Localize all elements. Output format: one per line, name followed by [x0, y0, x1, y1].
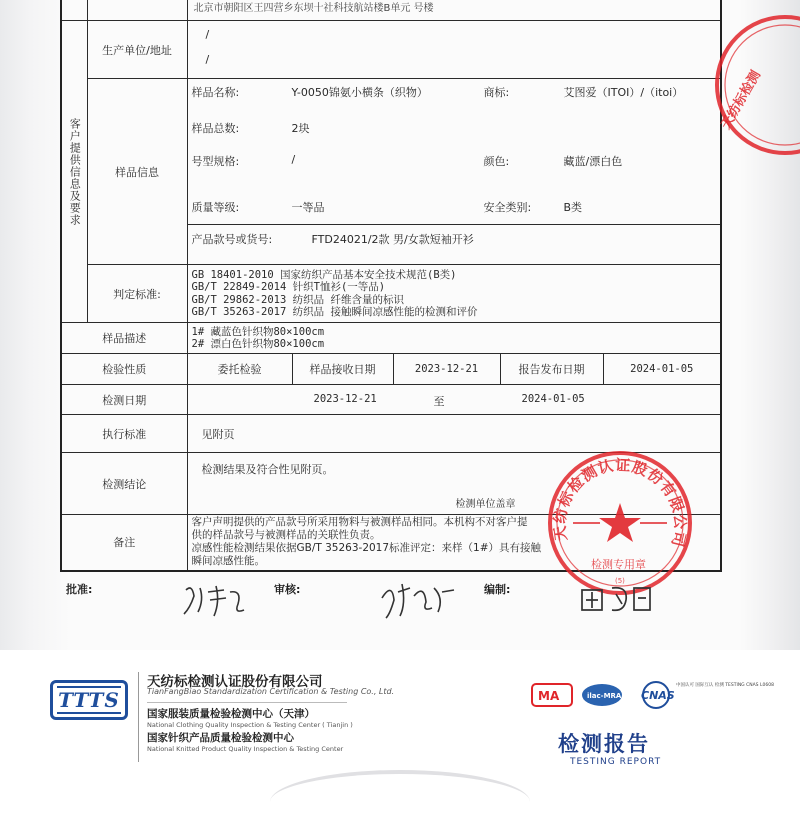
producer-label: 生产单位/地址 [87, 21, 187, 79]
client-section-vertical-label: 客户提供信息及要求 [61, 21, 87, 323]
inspection-nature-value: 委托检验 [188, 354, 293, 384]
style-row [187, 225, 721, 265]
producer-line2: / [205, 53, 210, 66]
test-date-from: 2023-12-21 [313, 393, 377, 405]
model-label: 号型规格: [191, 154, 240, 168]
brand-label: 商标: [483, 86, 510, 99]
sample-desc-line: 1# 藏蓝色针织物80×100cm [191, 325, 325, 338]
compile-signature [576, 580, 656, 618]
color-value: 藏蓝/漂白色 [563, 154, 623, 168]
signature-row [60, 578, 720, 618]
report-date-label: 报告发布日期 [501, 354, 604, 384]
style-label: 产品款号或货号: [191, 233, 273, 246]
test-date-to: 2024-01-05 [521, 393, 585, 405]
review-label: 审核: [274, 583, 301, 596]
sample-name-row [187, 79, 721, 114]
official-stamp-main [545, 448, 695, 598]
color-label: 颜色: [483, 154, 510, 168]
inspection-row [187, 354, 721, 385]
producer-line1: / [205, 28, 210, 41]
exec-standard-label: 执行标准 [61, 415, 187, 453]
model-row [187, 149, 721, 189]
judgement-label: 判定标准: [87, 265, 187, 323]
cut-row-label [87, 0, 187, 21]
remarks-line: 供的样品款号与被测样品的关联性负责。 [191, 529, 381, 542]
company-name-cn: 天纺标检测认证股份有限公司 [147, 674, 323, 690]
safety-label: 安全类别: [483, 200, 532, 214]
seal-note: 检测单位盖章 [455, 499, 516, 510]
sample-desc-line: 2# 漂白色针织物80×100cm [191, 338, 325, 350]
report-subtitle: TESTING REPORT [570, 757, 662, 767]
sample-count-label: 样品总数: [191, 121, 240, 135]
standard-line: GB/T 29862-2013 纺织品 纤维含量的标识 [191, 293, 404, 306]
style-value: FTD24021/2款 男/女款短袖开衫 [311, 233, 474, 246]
exec-standard-row [187, 415, 721, 453]
footer-divider [138, 672, 139, 762]
svg-text:检测专用章: 检测专用章 [591, 558, 646, 571]
standard-line: GB 18401-2010 国家纺织产品基本安全技术规范(B类) [191, 268, 457, 281]
judgement-standards [187, 265, 721, 323]
grade-value: 一等品 [291, 200, 325, 214]
svg-text:天纺标检测认证股份有限公司: 天纺标检测认证股份有限公司 [550, 455, 690, 550]
top-cut-text: 北京市朝阳区王四营乡东坝十社科技航站楼B单元 号楼 [193, 3, 434, 14]
conclusion-label: 检测结论 [61, 453, 187, 515]
decorative-arc [270, 770, 530, 834]
compile-label: 编制: [484, 583, 511, 596]
report-title: 检测报告 [558, 732, 650, 756]
sample-count-row [187, 114, 721, 149]
ttts-logo [50, 680, 128, 720]
official-stamp-top [700, 10, 800, 160]
producer-value [187, 21, 721, 79]
exec-standard-value: 见附页 [201, 428, 235, 441]
remarks-label: 备注 [61, 515, 187, 571]
receive-date-value: 2023-12-21 [394, 354, 501, 384]
sample-name-value: Y-0050锦氨小横条（织物） [291, 86, 428, 99]
sample-info-label: 样品信息 [87, 79, 187, 265]
cma-logo-text: MA [538, 689, 560, 703]
ilac-logo-text: ilac-MRA [587, 692, 622, 700]
svg-text:天纺标检测: 天纺标检测 [718, 68, 764, 132]
cut-row-left [61, 0, 87, 21]
test-date-to-label: 至 [433, 395, 445, 408]
test-date-row [187, 385, 721, 415]
receive-date-label: 样品接收日期 [293, 354, 394, 384]
cnas-note-text: 中国认可 国际互认 检测 TESTING CNAS L0608 [676, 683, 774, 688]
center2-en: National Knitted Product Quality Inspection & Testing Center [147, 745, 344, 753]
review-signature [378, 578, 458, 620]
sample-count-value: 2块 [291, 121, 310, 135]
cma-logo [532, 684, 572, 706]
footer-hline [147, 702, 347, 703]
remarks-line: 瞬间凉感性能。 [191, 555, 265, 568]
remarks-line: 客户声明提供的产品款号所采用物料与被测样品相同。本机构不对客户提 [191, 516, 528, 529]
report-footer [0, 650, 800, 800]
brand-value: 艾图爱（ITOI）/（itoi） [563, 86, 684, 99]
cut-row-value [187, 0, 721, 21]
grade-label: 质量等级: [191, 200, 240, 214]
test-date-label: 检测日期 [61, 385, 187, 415]
cnas-logo [641, 682, 675, 708]
center1-en: National Clothing Quality Inspection & Testing Center ( Tianjin ) [147, 721, 353, 729]
approve-label: 批准: [66, 583, 93, 596]
company-name-en: TianFangBiao Standardization Certification & Testing Co., Ltd. [147, 687, 395, 696]
approve-signature [180, 580, 250, 618]
center2-cn: 国家针织产品质量检验检测中心 [147, 732, 294, 744]
sample-name-label: 样品名称: [191, 86, 240, 99]
remarks-line: 凉感性能检测结果依据GB/T 35263-2017标准评定：来样（1#）具有接触 [191, 542, 542, 555]
svg-text:(5): (5) [615, 577, 625, 585]
ilac-logo [582, 684, 622, 706]
sample-desc-label: 样品描述 [61, 323, 187, 354]
ttts-logo-text: TTTS [58, 688, 120, 712]
cnas-logo-text: CNAS [641, 689, 675, 702]
standard-line: GB/T 35263-2017 纺织品 接触瞬间凉感性能的检测和评价 [191, 306, 478, 318]
report-date-value: 2024-01-05 [630, 363, 694, 375]
grade-row [187, 189, 721, 225]
center1-cn: 国家服装质量检验检测中心（天津） [147, 708, 315, 720]
sample-desc-value [187, 323, 721, 354]
conclusion-text: 检测结果及符合性见附页。 [201, 463, 334, 476]
standard-line: GB/T 22849-2014 针织T恤衫(一等品) [191, 281, 386, 293]
safety-value: B类 [563, 200, 583, 214]
inspection-nature-label: 检验性质 [61, 354, 187, 385]
model-value: / [291, 152, 296, 166]
